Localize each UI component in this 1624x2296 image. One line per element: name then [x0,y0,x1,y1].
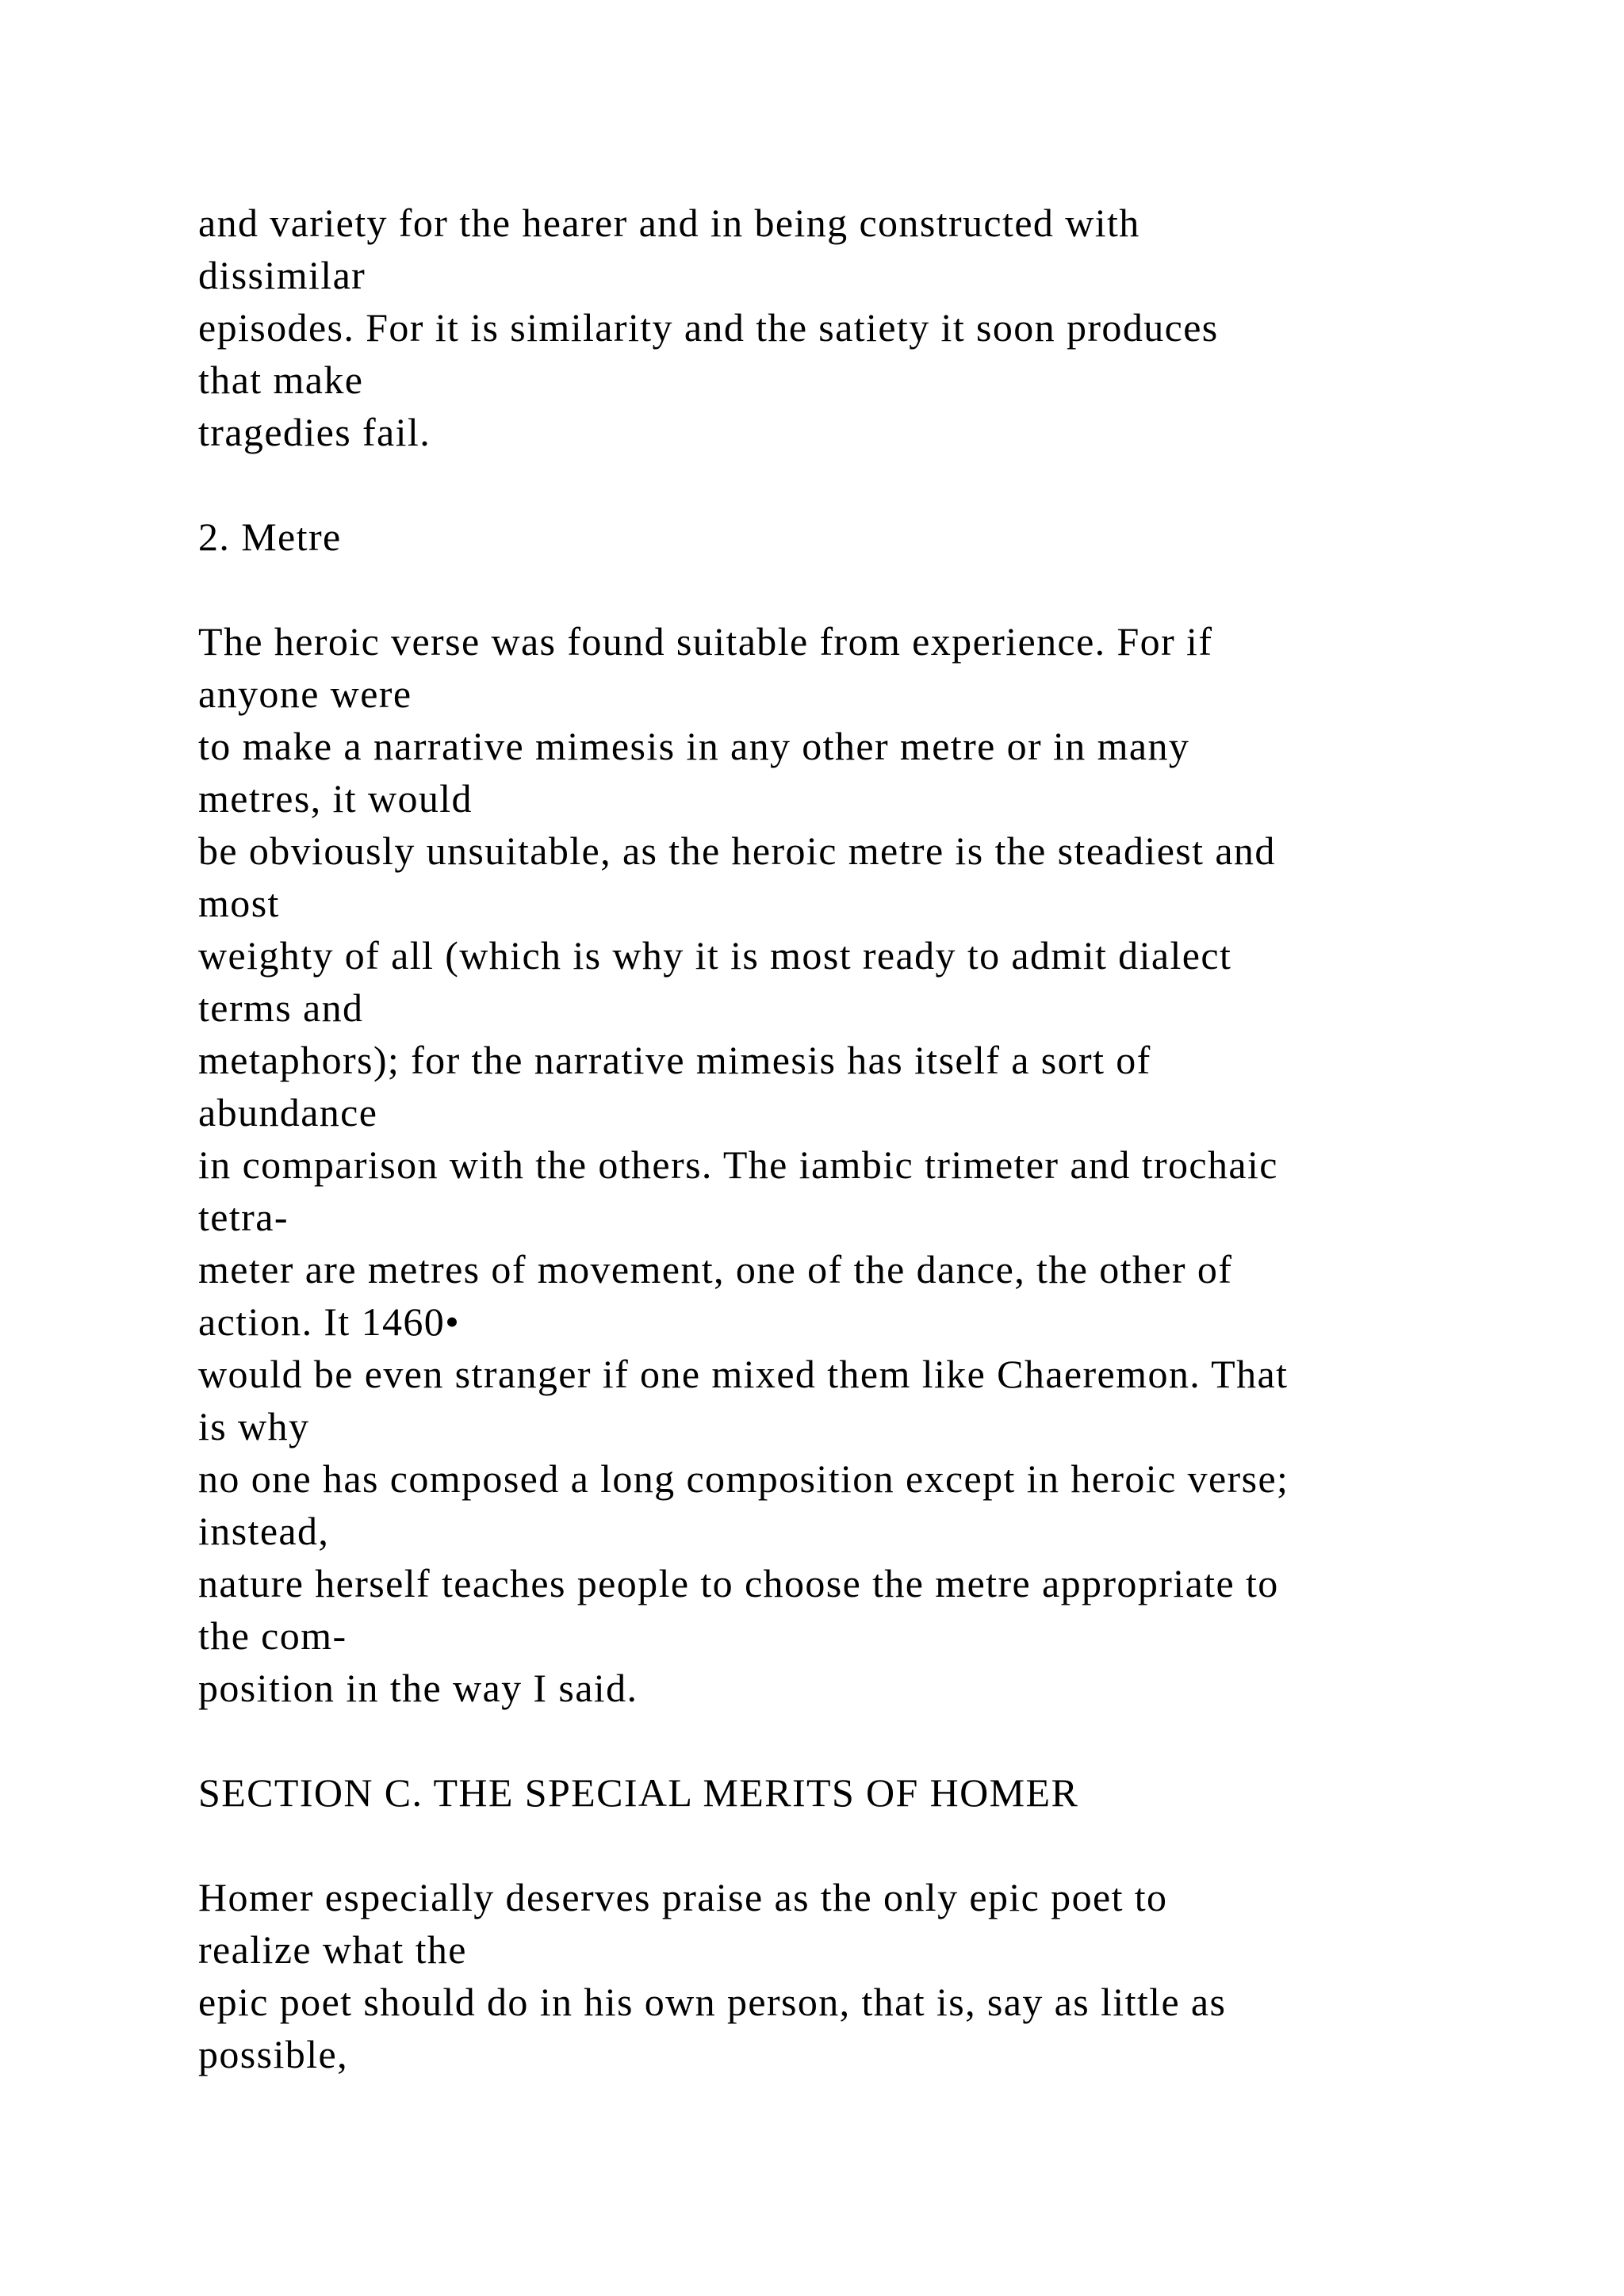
text-line: action. It 1460• [198,1299,461,1344]
text-line: to make a narrative mimesis in any other metre or in many [198,724,1190,768]
text-line: in comparison with the others. The iambic trimeter and trochaic [198,1142,1278,1187]
text-line: metres, it would [198,776,473,821]
text-line: most [198,881,280,925]
text-line: epic poet should do in his own person, that is, say as little as [198,1980,1227,2024]
text-line: episodes. For it is similarity and the satiety it soon produces [198,305,1219,350]
text-line: tragedies fail. [198,410,431,454]
paragraph-spacer [198,1714,1546,1766]
document-text [198,197,1546,2080]
text-line: tetra- [198,1195,289,1239]
text-line: SECTION C. THE SPECIAL MERITS OF HOMER [198,1770,1079,1815]
paragraph-spacer [198,563,1546,615]
text-line: metaphors); for the narrative mimesis has itself a sort of [198,1038,1151,1082]
paragraph-variety [198,197,1546,458]
text-line: nature herself teaches people to choose the metre appropriate to [198,1561,1279,1605]
text-line: instead, [198,1509,330,1553]
text-line: be obviously unsuitable, as the heroic metre is the steadiest and [198,828,1276,873]
text-line: dissimilar [198,253,366,297]
text-line: would be even stranger if one mixed them like Chaeremon. That [198,1352,1289,1396]
text-line: terms and [198,985,364,1030]
text-line: no one has composed a long composition except in heroic verse; [198,1456,1289,1501]
text-line: Homer especially deserves praise as the only epic poet to [198,1875,1168,1919]
text-line: weighty of all (which is why it is most ready to admit dialect [198,933,1232,978]
heading-section-c [198,1766,1546,1819]
text-line: position in the way I said. [198,1666,638,1710]
text-line: and variety for the hearer and in being constructed with [198,201,1140,245]
paragraph-spacer [198,458,1546,511]
text-line: abundance [198,1090,378,1135]
text-line: anyone were [198,672,412,716]
text-line: possible, [198,2032,348,2076]
text-line: 2. Metre [198,515,342,559]
text-line: is why [198,1404,310,1448]
heading-metre [198,511,1546,563]
text-line: The heroic verse was found suitable from experience. For if [198,619,1213,664]
text-line: realize what the [198,1927,467,1972]
text-line: the com- [198,1613,347,1658]
paragraph-spacer [198,1819,1546,1871]
text-line: meter are metres of movement, one of the dance, the other of [198,1247,1233,1292]
paragraph-metre [198,615,1546,1714]
paragraph-homer [198,1871,1546,2080]
text-line: that make [198,358,364,402]
